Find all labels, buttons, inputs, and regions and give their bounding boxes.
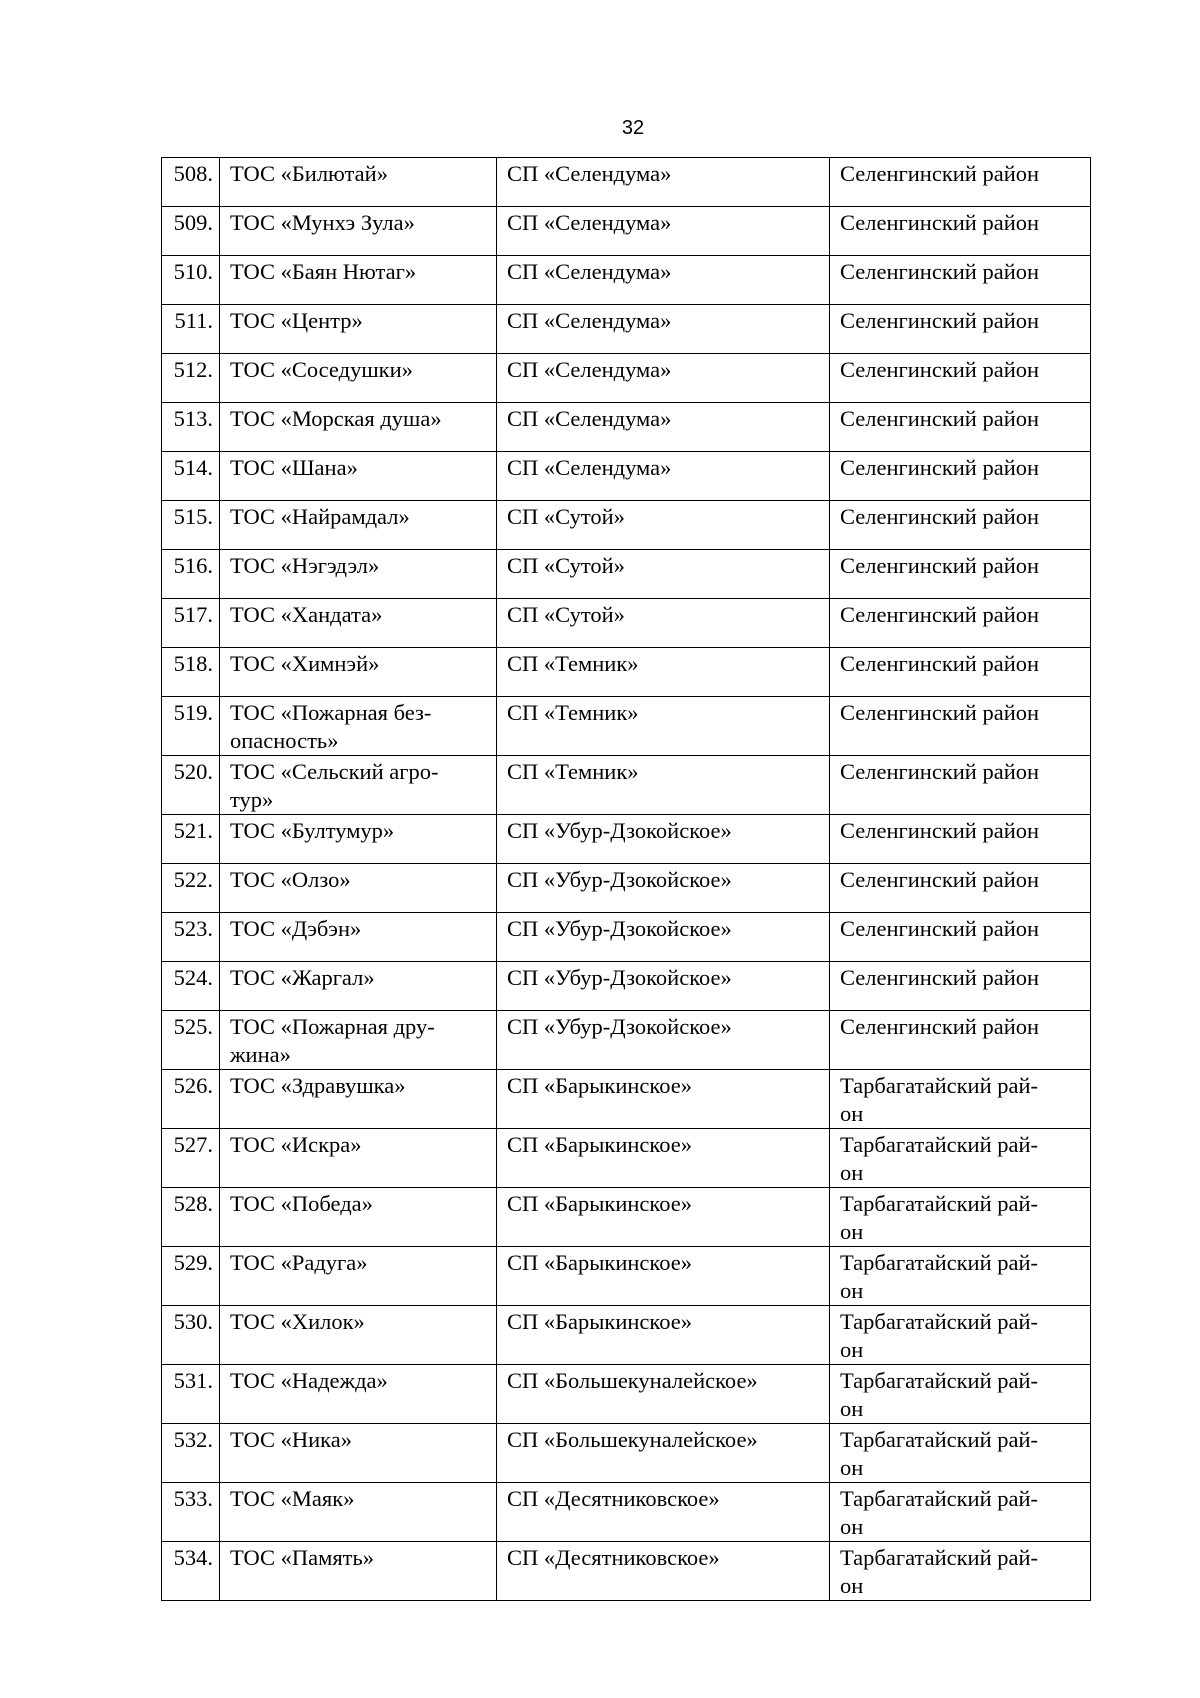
settlement-cell-line: СП «Темник» — [507, 759, 639, 784]
settlement-cell-line: СП «Убур-Дзокойское» — [507, 818, 732, 843]
settlement-cell — [497, 599, 830, 648]
table-row — [162, 697, 1091, 756]
table-row — [162, 1424, 1091, 1483]
settlement-cell — [497, 305, 830, 354]
district-cell-line: Тарбагатайский рай- — [840, 1427, 1039, 1452]
district-cell-line: Селенгинский район — [840, 1014, 1040, 1039]
table-row — [162, 403, 1091, 452]
settlement-cell-line: СП «Десятниковское» — [507, 1545, 720, 1570]
table-row — [162, 648, 1091, 697]
table-row — [162, 1365, 1091, 1424]
district-cell-line: Селенгинский район — [840, 965, 1040, 990]
district-cell — [830, 1424, 1091, 1483]
settlement-cell-line: СП «Селендума» — [507, 161, 672, 186]
settlement-cell-line: СП «Селендума» — [507, 357, 672, 382]
district-cell — [830, 815, 1091, 864]
table-row — [162, 1247, 1091, 1306]
district-cell-line: Тарбагатайский рай- — [840, 1132, 1039, 1157]
tos-name-cell-line: ТОС «Нэгэдэл» — [230, 553, 380, 578]
table-row — [162, 305, 1091, 354]
settlement-cell-line: СП «Убур-Дзокойское» — [507, 1014, 732, 1039]
district-cell-line: он — [840, 1396, 864, 1421]
settlement-cell-line: СП «Большекуналейское» — [507, 1427, 758, 1452]
tos-name-cell-line: ТОС «Мунхэ Зула» — [230, 210, 415, 235]
tos-name-cell-line: ТОС «Сельский агро- — [230, 759, 439, 784]
table-row — [162, 864, 1091, 913]
tos-name-cell — [220, 1306, 497, 1365]
district-cell — [830, 305, 1091, 354]
district-cell-line: Селенгинский район — [840, 504, 1040, 529]
tos-name-cell — [220, 1542, 497, 1601]
settlement-cell — [497, 864, 830, 913]
tos-name-cell — [220, 550, 497, 599]
row-number: 510. — [162, 256, 220, 305]
settlement-cell — [497, 962, 830, 1011]
tos-name-cell-line: ТОС «Жаргал» — [230, 965, 375, 990]
settlement-cell-line: СП «Селендума» — [507, 210, 672, 235]
tos-name-cell — [220, 1247, 497, 1306]
table-row — [162, 1483, 1091, 1542]
district-cell — [830, 864, 1091, 913]
district-cell-line: он — [840, 1160, 864, 1185]
district-cell — [830, 452, 1091, 501]
table-row — [162, 1188, 1091, 1247]
table-row — [162, 207, 1091, 256]
tos-name-cell — [220, 501, 497, 550]
row-number: 529. — [162, 1247, 220, 1306]
district-cell-line: Селенгинский район — [840, 700, 1040, 725]
district-cell — [830, 1011, 1091, 1070]
tos-name-cell-line: ТОС «Олзо» — [230, 867, 351, 892]
tos-name-cell — [220, 599, 497, 648]
district-cell-line: Селенгинский район — [840, 455, 1040, 480]
tos-name-cell-line: ТОС «Искра» — [230, 1132, 362, 1157]
settlement-cell — [497, 403, 830, 452]
tos-name-cell-line: ТОС «Ника» — [230, 1427, 352, 1452]
district-cell — [830, 550, 1091, 599]
table-row — [162, 1011, 1091, 1070]
tos-name-cell-line: ТОС «Бултумур» — [230, 818, 395, 843]
district-cell — [830, 962, 1091, 1011]
settlement-cell — [497, 697, 830, 756]
tos-name-cell — [220, 962, 497, 1011]
tos-name-cell-line: ТОС «Хилок» — [230, 1309, 365, 1334]
district-cell — [830, 1188, 1091, 1247]
table-row — [162, 158, 1091, 207]
row-number: 515. — [162, 501, 220, 550]
settlement-cell-line: СП «Селендума» — [507, 455, 672, 480]
district-cell-line: он — [840, 1219, 864, 1244]
district-cell-line: Тарбагатайский рай- — [840, 1545, 1039, 1570]
district-cell-line: Селенгинский район — [840, 818, 1040, 843]
settlement-cell-line: СП «Барыкинское» — [507, 1309, 692, 1334]
row-number: 525. — [162, 1011, 220, 1070]
table-row — [162, 501, 1091, 550]
tos-registry-table — [161, 157, 1091, 1601]
district-cell-line: Селенгинский район — [840, 406, 1040, 431]
settlement-cell — [497, 501, 830, 550]
tos-name-cell-line: ТОС «Центр» — [230, 308, 363, 333]
tos-name-cell-line: ТОС «Радуга» — [230, 1250, 368, 1275]
settlement-cell — [497, 1483, 830, 1542]
settlement-cell — [497, 354, 830, 403]
district-cell — [830, 256, 1091, 305]
district-cell — [830, 599, 1091, 648]
district-cell — [830, 1070, 1091, 1129]
row-number: 522. — [162, 864, 220, 913]
district-cell — [830, 1365, 1091, 1424]
district-cell — [830, 1542, 1091, 1601]
district-cell-line: Селенгинский район — [840, 308, 1040, 333]
table-row — [162, 756, 1091, 815]
tos-name-cell-line: ТОС «Пожарная без- — [230, 700, 432, 725]
tos-name-cell — [220, 207, 497, 256]
row-number: 514. — [162, 452, 220, 501]
district-cell — [830, 158, 1091, 207]
district-cell — [830, 1247, 1091, 1306]
table-row — [162, 1306, 1091, 1365]
settlement-cell — [497, 1247, 830, 1306]
row-number: 513. — [162, 403, 220, 452]
row-number: 523. — [162, 913, 220, 962]
district-cell-line: Тарбагатайский рай- — [840, 1073, 1039, 1098]
row-number: 516. — [162, 550, 220, 599]
settlement-cell-line: СП «Убур-Дзокойское» — [507, 867, 732, 892]
settlement-cell — [497, 1365, 830, 1424]
district-cell — [830, 403, 1091, 452]
tos-name-cell-line: ТОС «Баян Нютаг» — [230, 259, 417, 284]
settlement-cell — [497, 648, 830, 697]
table-row — [162, 1542, 1091, 1601]
tos-name-cell — [220, 305, 497, 354]
tos-name-cell-line: ТОС «Найрамдал» — [230, 504, 410, 529]
settlement-cell-line: СП «Десятниковское» — [507, 1486, 720, 1511]
tos-name-cell — [220, 697, 497, 756]
row-number: 532. — [162, 1424, 220, 1483]
settlement-cell-line: СП «Сутой» — [507, 553, 625, 578]
row-number: 511. — [162, 305, 220, 354]
settlement-cell-line: СП «Барыкинское» — [507, 1191, 692, 1216]
district-cell-line: Тарбагатайский рай- — [840, 1309, 1039, 1334]
table-row — [162, 550, 1091, 599]
tos-name-cell-line: опасность» — [230, 728, 339, 753]
tos-name-cell — [220, 1129, 497, 1188]
row-number: 519. — [162, 697, 220, 756]
tos-name-cell-line: тур» — [230, 787, 274, 812]
district-cell — [830, 354, 1091, 403]
district-cell — [830, 501, 1091, 550]
district-cell-line: Селенгинский район — [840, 651, 1040, 676]
table-row — [162, 1129, 1091, 1188]
table-row — [162, 1070, 1091, 1129]
district-cell — [830, 1306, 1091, 1365]
district-cell-line: он — [840, 1514, 864, 1539]
settlement-cell — [497, 1129, 830, 1188]
row-number: 534. — [162, 1542, 220, 1601]
district-cell-line: Селенгинский район — [840, 357, 1040, 382]
district-cell-line: он — [840, 1337, 864, 1362]
row-number: 533. — [162, 1483, 220, 1542]
district-cell-line: Тарбагатайский рай- — [840, 1486, 1039, 1511]
row-number: 521. — [162, 815, 220, 864]
tos-name-cell — [220, 1424, 497, 1483]
tos-name-cell — [220, 158, 497, 207]
tos-name-cell — [220, 864, 497, 913]
tos-name-cell — [220, 913, 497, 962]
table-row — [162, 815, 1091, 864]
settlement-cell-line: СП «Барыкинское» — [507, 1073, 692, 1098]
tos-name-cell-line: ТОС «Хандата» — [230, 602, 383, 627]
row-number: 528. — [162, 1188, 220, 1247]
row-number: 531. — [162, 1365, 220, 1424]
settlement-cell — [497, 1542, 830, 1601]
district-cell — [830, 1483, 1091, 1542]
district-cell-line: Селенгинский район — [840, 916, 1040, 941]
tos-name-cell — [220, 756, 497, 815]
district-cell — [830, 1129, 1091, 1188]
district-cell-line: он — [840, 1455, 864, 1480]
tos-name-cell-line: ТОС «Победа» — [230, 1191, 373, 1216]
settlement-cell-line: СП «Темник» — [507, 651, 639, 676]
table-body — [162, 158, 1091, 1601]
row-number: 518. — [162, 648, 220, 697]
tos-name-cell — [220, 256, 497, 305]
row-number: 520. — [162, 756, 220, 815]
settlement-cell-line: СП «Убур-Дзокойское» — [507, 916, 732, 941]
district-cell-line: Селенгинский район — [840, 161, 1040, 186]
table-row — [162, 913, 1091, 962]
settlement-cell — [497, 1306, 830, 1365]
table-row — [162, 599, 1091, 648]
settlement-cell-line: СП «Селендума» — [507, 406, 672, 431]
tos-name-cell-line: ТОС «Здравушка» — [230, 1073, 406, 1098]
tos-name-cell-line: ТОС «Дэбэн» — [230, 916, 362, 941]
table-row — [162, 256, 1091, 305]
row-number: 526. — [162, 1070, 220, 1129]
settlement-cell — [497, 815, 830, 864]
settlement-cell — [497, 158, 830, 207]
district-cell-line: Селенгинский район — [840, 259, 1040, 284]
tos-name-cell — [220, 1011, 497, 1070]
settlement-cell-line: СП «Барыкинское» — [507, 1132, 692, 1157]
row-number: 530. — [162, 1306, 220, 1365]
table-row — [162, 962, 1091, 1011]
settlement-cell — [497, 550, 830, 599]
settlement-cell — [497, 256, 830, 305]
tos-name-cell — [220, 1188, 497, 1247]
tos-name-cell-line: ТОС «Маяк» — [230, 1486, 355, 1511]
settlement-cell-line: СП «Селендума» — [507, 308, 672, 333]
table-row — [162, 354, 1091, 403]
district-cell-line: Селенгинский район — [840, 867, 1040, 892]
tos-name-cell-line: жина» — [230, 1042, 291, 1067]
tos-name-cell — [220, 1483, 497, 1542]
district-cell-line: Селенгинский район — [840, 210, 1040, 235]
table-row — [162, 452, 1091, 501]
district-cell — [830, 207, 1091, 256]
district-cell — [830, 697, 1091, 756]
tos-name-cell — [220, 452, 497, 501]
row-number: 508. — [162, 158, 220, 207]
district-cell — [830, 756, 1091, 815]
district-cell — [830, 913, 1091, 962]
page-number: 32 — [621, 117, 645, 139]
tos-name-cell — [220, 1365, 497, 1424]
tos-name-cell — [220, 354, 497, 403]
district-cell-line: он — [840, 1101, 864, 1126]
tos-name-cell-line: ТОС «Химнэй» — [230, 651, 380, 676]
settlement-cell-line: СП «Барыкинское» — [507, 1250, 692, 1275]
tos-name-cell-line: ТОС «Билютай» — [230, 161, 388, 186]
settlement-cell — [497, 207, 830, 256]
tos-name-cell-line: ТОС «Память» — [230, 1545, 375, 1570]
tos-name-cell-line: ТОС «Шана» — [230, 455, 358, 480]
tos-name-cell — [220, 403, 497, 452]
district-cell-line: Селенгинский район — [840, 759, 1040, 784]
row-number: 517. — [162, 599, 220, 648]
settlement-cell — [497, 913, 830, 962]
settlement-cell-line: СП «Сутой» — [507, 504, 625, 529]
tos-name-cell — [220, 1070, 497, 1129]
district-cell-line: Тарбагатайский рай- — [840, 1250, 1039, 1275]
district-cell-line: Тарбагатайский рай- — [840, 1368, 1039, 1393]
settlement-cell-line: СП «Темник» — [507, 700, 639, 725]
district-cell-line: Селенгинский район — [840, 602, 1040, 627]
district-cell-line: Селенгинский район — [840, 553, 1040, 578]
settlement-cell — [497, 756, 830, 815]
tos-name-cell-line: ТОС «Пожарная дру- — [230, 1014, 435, 1039]
tos-name-cell-line: ТОС «Морская душа» — [230, 406, 442, 431]
settlement-cell-line: СП «Большекуналейское» — [507, 1368, 758, 1393]
settlement-cell — [497, 1424, 830, 1483]
settlement-cell — [497, 1011, 830, 1070]
settlement-cell — [497, 452, 830, 501]
tos-name-cell-line: ТОС «Надежда» — [230, 1368, 388, 1393]
tos-name-cell-line: ТОС «Соседушки» — [230, 357, 413, 382]
district-cell-line: он — [840, 1573, 864, 1598]
row-number: 509. — [162, 207, 220, 256]
settlement-cell — [497, 1070, 830, 1129]
district-cell — [830, 648, 1091, 697]
row-number: 512. — [162, 354, 220, 403]
settlement-cell-line: СП «Сутой» — [507, 602, 625, 627]
settlement-cell — [497, 1188, 830, 1247]
row-number: 524. — [162, 962, 220, 1011]
district-cell-line: он — [840, 1278, 864, 1303]
settlement-cell-line: СП «Селендума» — [507, 259, 672, 284]
tos-name-cell — [220, 815, 497, 864]
district-cell-line: Тарбагатайский рай- — [840, 1191, 1039, 1216]
row-number: 527. — [162, 1129, 220, 1188]
tos-name-cell — [220, 648, 497, 697]
settlement-cell-line: СП «Убур-Дзокойское» — [507, 965, 732, 990]
